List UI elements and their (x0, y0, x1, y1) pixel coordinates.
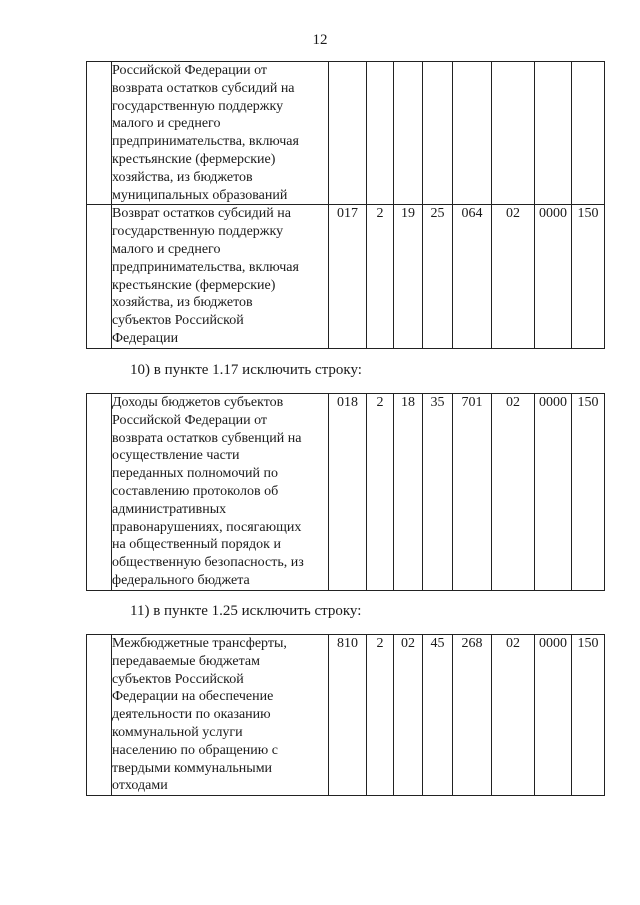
code-cell: 0000 (535, 205, 572, 349)
code-cell: 35 (423, 394, 453, 591)
code-cell: 150 (572, 205, 605, 349)
code-cell: 2 (367, 394, 394, 591)
code-cell (492, 62, 535, 205)
description-cell: Российской Федерации от возврата остатков субсидий на государственную поддержку малого и среднего предпринимательства, включая крестьянские (фермерские) хозяйства, из бюджетов муниципальных образований (112, 62, 329, 205)
budget-codes-table-3 (86, 634, 605, 796)
code-cell: 02 (492, 394, 535, 591)
row-marker-cell (87, 205, 112, 349)
code-cell: 0000 (535, 635, 572, 796)
page-number: 12 (312, 32, 328, 48)
code-cell: 018 (329, 394, 367, 591)
code-cell: 0000 (535, 394, 572, 591)
description-cell: Возврат остатков субсидий на государственную поддержку малого и среднего предпринимательства, включая крестьянские (фермерские) хозяйства, из бюджетов субъектов Российской Федерации (112, 205, 329, 349)
table-row (87, 394, 605, 591)
code-cell: 150 (572, 394, 605, 591)
code-cell (572, 62, 605, 205)
code-cell: 064 (453, 205, 492, 349)
code-cell: 150 (572, 635, 605, 796)
code-cell (394, 62, 423, 205)
description-cell: Межбюджетные трансферты, передаваемые бюджетам субъектов Российской Федерации на обеспечение деятельности по оказанию коммунальной услуги населению по обращению с твердыми коммунальными отходами (112, 635, 329, 796)
table-row (87, 635, 605, 796)
code-cell: 19 (394, 205, 423, 349)
table-row (87, 205, 605, 349)
code-cell (535, 62, 572, 205)
code-cell (367, 62, 394, 205)
budget-codes-table-1 (86, 61, 605, 349)
code-cell (329, 62, 367, 205)
table-row (87, 62, 605, 205)
code-cell: 268 (453, 635, 492, 796)
code-cell: 02 (492, 635, 535, 796)
code-cell: 18 (394, 394, 423, 591)
code-cell (423, 62, 453, 205)
budget-codes-table-2 (86, 393, 605, 591)
paragraph-10: 10) в пункте 1.17 исключить строку: (130, 362, 362, 378)
code-cell: 45 (423, 635, 453, 796)
code-cell (453, 62, 492, 205)
paragraph-11: 11) в пункте 1.25 исключить строку: (130, 603, 362, 619)
code-cell: 25 (423, 205, 453, 349)
code-cell: 02 (492, 205, 535, 349)
row-marker-cell (87, 62, 112, 205)
code-cell: 701 (453, 394, 492, 591)
code-cell: 810 (329, 635, 367, 796)
code-cell: 2 (367, 635, 394, 796)
row-marker-cell (87, 635, 112, 796)
description-cell: Доходы бюджетов субъектов Российской Федерации от возврата остатков субвенций на осуществление части переданных полномочий по составлению протоколов об административных правонарушениях, посягающих на общественный порядок и общественную безопасность, из федерального бюджета (112, 394, 329, 591)
code-cell: 02 (394, 635, 423, 796)
row-marker-cell (87, 394, 112, 591)
code-cell: 017 (329, 205, 367, 349)
code-cell: 2 (367, 205, 394, 349)
